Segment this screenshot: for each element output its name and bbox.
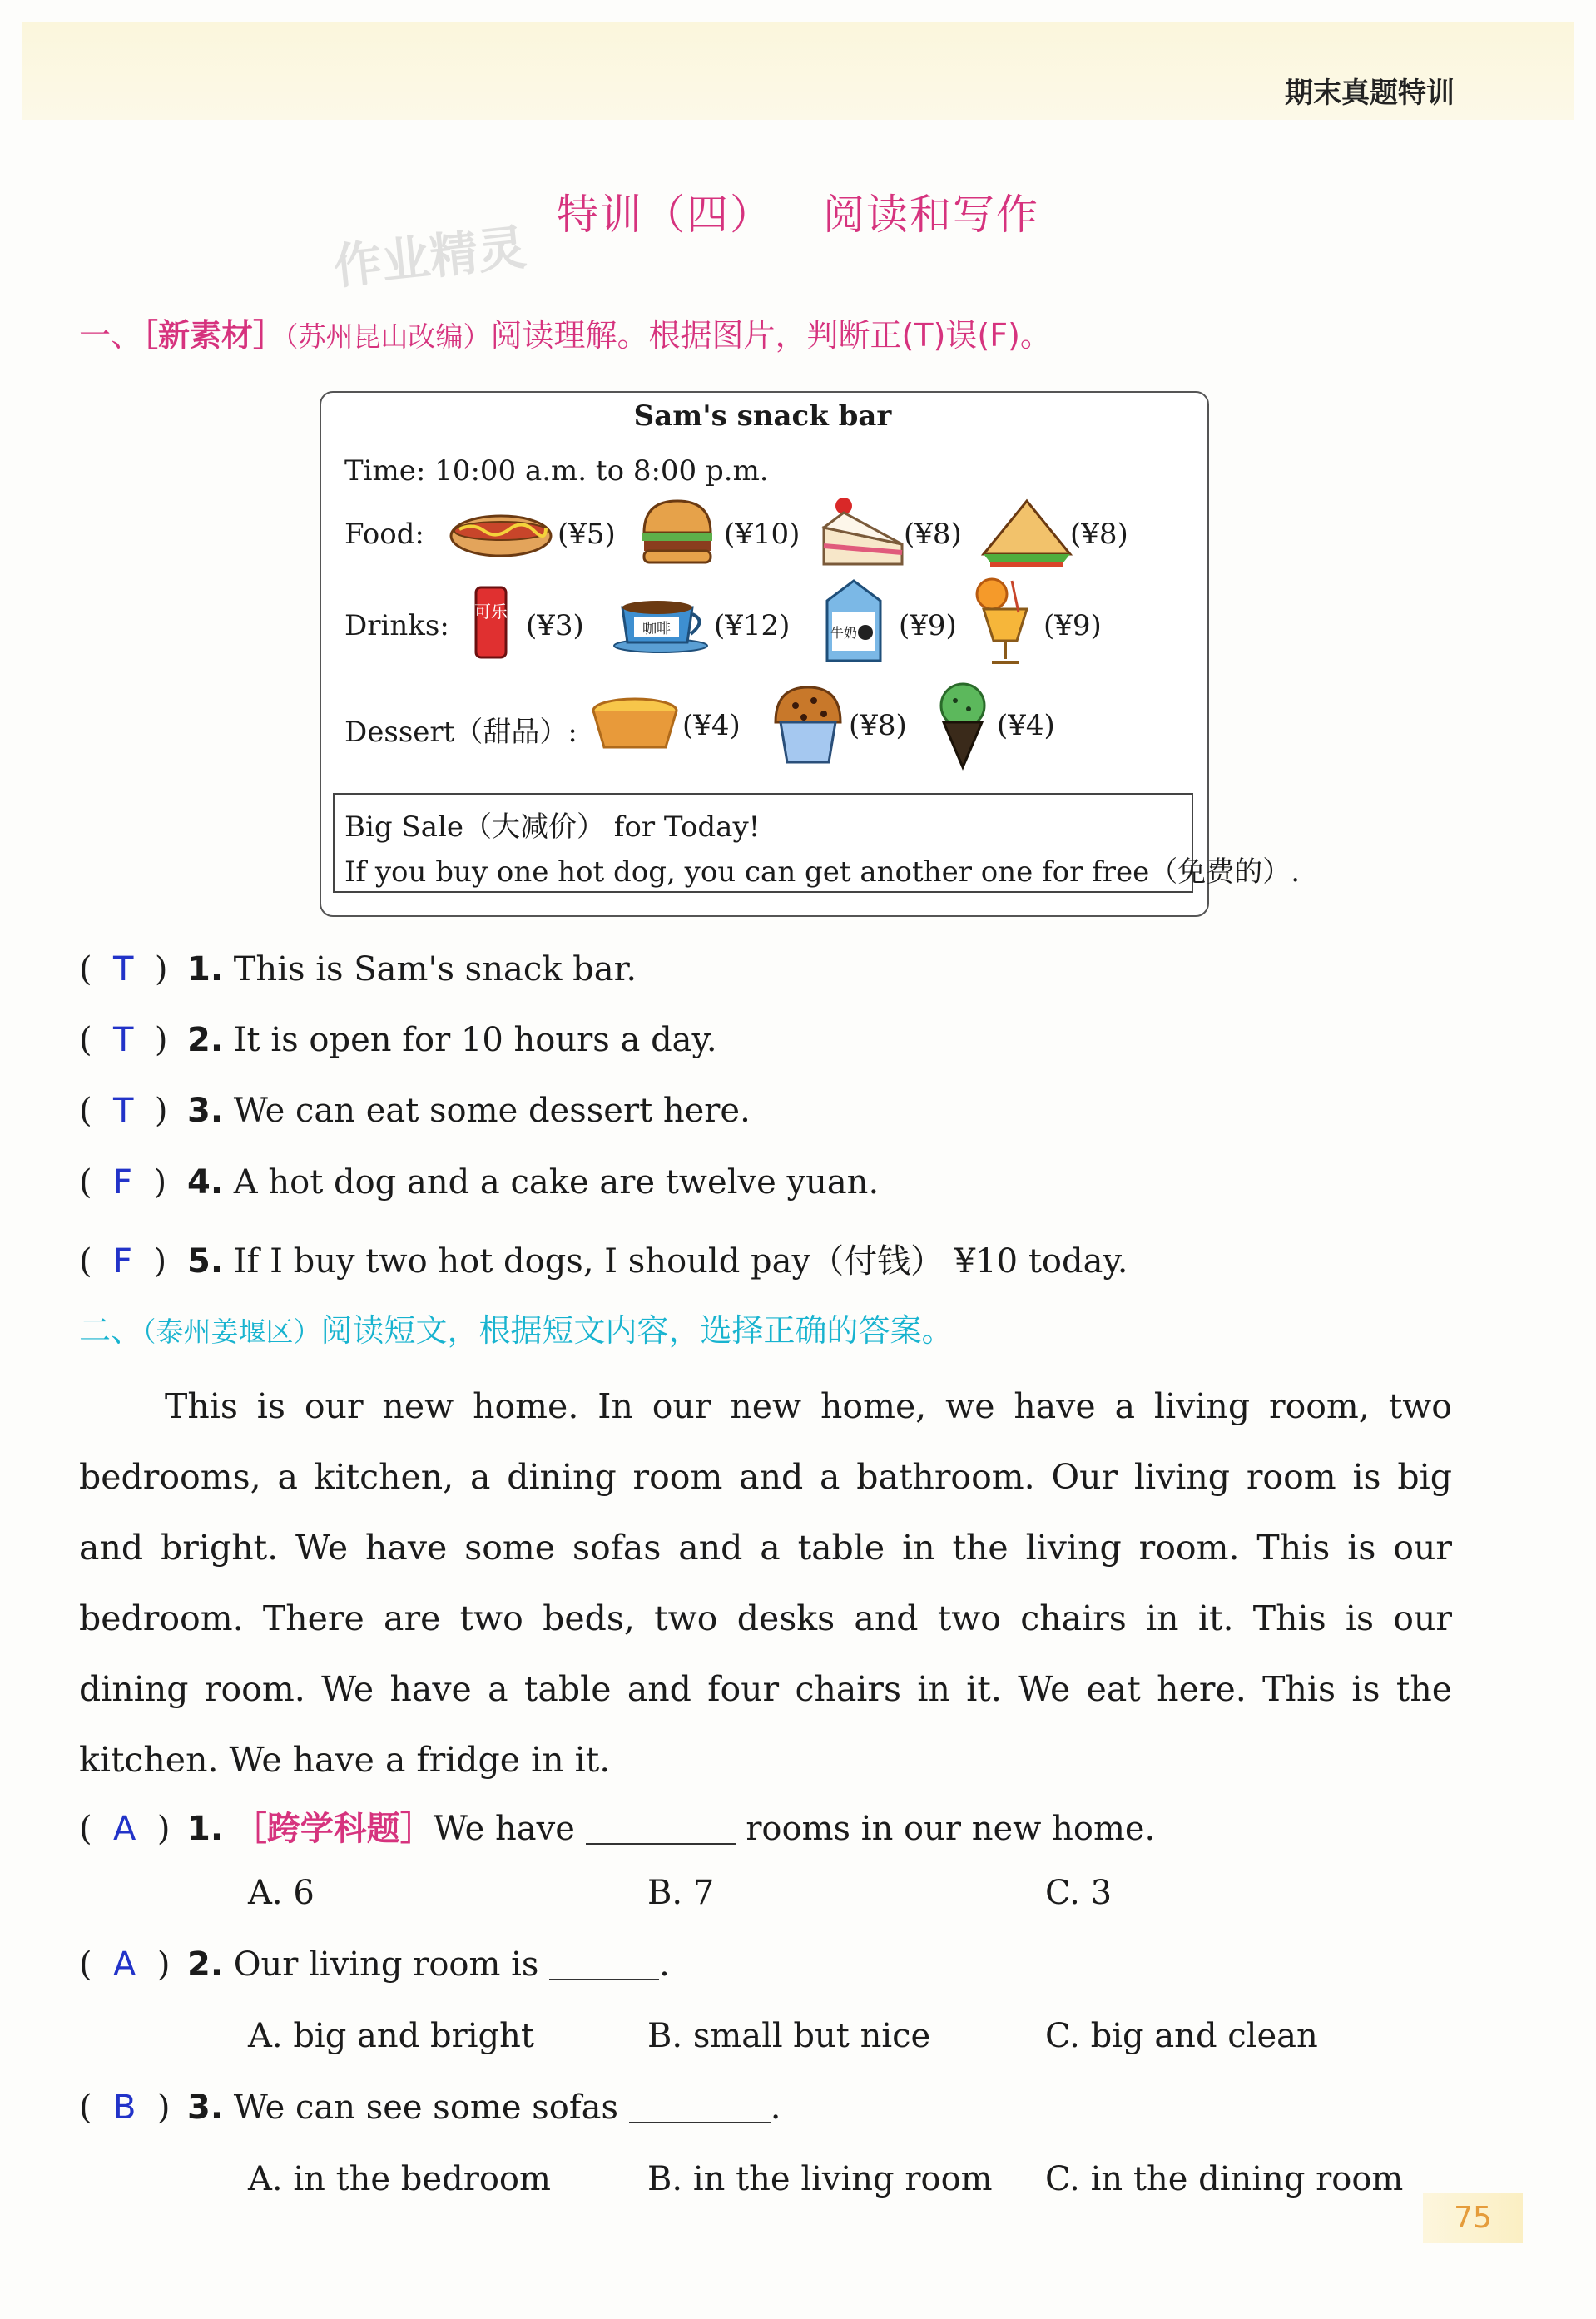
sandwich-icon [980,496,1073,567]
answer-blank [629,2089,771,2123]
watermark: 作业精灵 [330,219,529,295]
hamburger-icon [637,496,717,567]
cola-can-icon [473,584,509,661]
mc-question-2: ( A ) 2. Our living room is . [79,1945,670,1984]
sale-line-2: If you buy one hot dog, you can get another one for free（免费的）. [344,855,1301,889]
tf-question-4: ( F ) 4. A hot dog and a cake are twelve yuan. [79,1163,880,1202]
muffin-icon [771,684,845,766]
food-price-2: (¥10) [724,518,800,551]
title-part1: 特训（四） [557,191,773,239]
food-price-1: (¥5) [558,518,616,551]
question-text: We can eat some dessert here. [233,1092,751,1130]
drink-price-2: (¥12) [714,609,791,642]
answer-1: T [113,950,134,989]
section2-instruction: 阅读短文，根据短文内容，选择正确的答案。 [320,1312,954,1349]
mc3-option-a: A. in the bedroom [248,2160,551,2198]
mc2-option-c: C. big and clean [1045,2017,1318,2055]
tf-question-2: ( T ) 2. It is open for 10 hours a day. [79,1021,717,1059]
page-number: 75 [1423,2193,1523,2243]
coffee-label: 咖啡 [642,621,671,637]
drinks-label: Drinks: [344,609,449,642]
section1-heading: 一、［新素材］（苏州昆山改编）阅读理解。根据图片，判断正(T)误(F)。 [79,316,1052,354]
answer-2: T [113,1021,134,1059]
drink-price-1: (¥3) [526,609,584,642]
dessert-price-2: (¥8) [849,709,907,742]
page-title [0,181,1596,241]
mc1-option-b: B. 7 [647,1874,715,1912]
egg-tart-icon [589,696,681,756]
tf-question-1: ( T ) 1. This is Sam's snack bar. [79,950,637,989]
question-text: It is open for 10 hours a day. [233,1021,717,1059]
mc2-option-a: A. big and bright [248,2017,534,2055]
mc3-option-b: B. in the living room [647,2160,993,2198]
cake-icon [819,494,907,569]
milk-label: 牛奶 [830,625,858,641]
food-price-4: (¥8) [1070,518,1128,551]
section1-source: （苏州昆山改编） [285,320,491,353]
menu-time: Time: 10:00 a.m. to 8:00 p.m. [344,454,769,488]
answer-4: F [113,1163,133,1202]
header-label: 期末真题特训 [1285,77,1455,110]
hot-dog-icon [448,499,554,566]
answer-blank [549,1945,659,1980]
coffee-cup-icon [611,596,711,654]
mc1-option-a: A. 6 [248,1874,315,1912]
ice-cream-icon [935,681,990,771]
juice-glass-icon [975,576,1035,669]
sale-line-1: Big Sale（大减价） for Today! [344,810,761,844]
tf-question-5: ( F ) 5. If I buy two hot dogs, I should pay（付钱） ¥10 today. [79,1242,1128,1281]
drink-price-3: (¥9) [899,609,957,642]
question-text: If I buy two hot dogs, I should pay（付钱） ¥10 today. [233,1242,1128,1281]
section2-heading: 二、（泰州姜堰区）阅读短文，根据短文内容，选择正确的答案。 [79,1312,954,1349]
mc1-option-c: C. 3 [1045,1874,1113,1912]
drink-price-4: (¥9) [1043,609,1102,642]
cola-text-1: 可乐 [474,602,508,622]
dessert-label: Dessert（甜品）: [344,716,577,749]
dessert-price-3: (¥4) [997,709,1055,742]
food-price-3: (¥8) [904,518,962,551]
menu-title: Sam's snack bar [633,399,892,433]
reading-passage: This is our new home. In our new home, we have a living room, two bedrooms, a kitchen, a dining room and a bathroom. Our living room is big and bright. We have some sofas and a table in the living room. This is our bedroom. There are two beds, two desks and two chairs in it. This is our dining room. We have a table and four chairs in it. We eat here. This is the kitchen. We have a fridge in it. [79,1386,1452,1780]
dessert-price-1: (¥4) [682,709,741,742]
question-text: A hot dog and a cake are twelve yuan. [233,1163,880,1202]
mc-question-1: ( A ) 1. ［跨学科题］We have rooms in our new home. [79,1810,1156,1848]
mc-answer-2: A [113,1945,136,1984]
title-part2: 阅读和写作 [823,191,1039,239]
tf-question-3: ( T ) 3. We can eat some dessert here. [79,1092,751,1130]
mc-question-3: ( B ) 3. We can see some sofas . [79,2089,781,2127]
section1-instruction: 阅读理解。根据图片，判断正(T)误(F)。 [490,317,1052,354]
mc-answer-1: A [113,1810,136,1848]
answer-5: F [113,1242,133,1281]
new-material-tag: ［新素材］ [142,316,285,354]
mc-answer-3: B [113,2089,136,2127]
answer-3: T [113,1092,134,1130]
milk-carton-icon [820,577,887,664]
cross-subject-tag: ［跨学科题］ [233,1810,434,1848]
food-label: Food: [344,518,424,551]
section2-source: （泰州姜堰区） [142,1316,321,1348]
answer-blank [586,1810,736,1845]
mc2-option-b: B. small but nice [647,2017,931,2055]
mc3-option-c: C. in the dining room [1045,2160,1404,2198]
question-text: This is Sam's snack bar. [233,950,637,989]
